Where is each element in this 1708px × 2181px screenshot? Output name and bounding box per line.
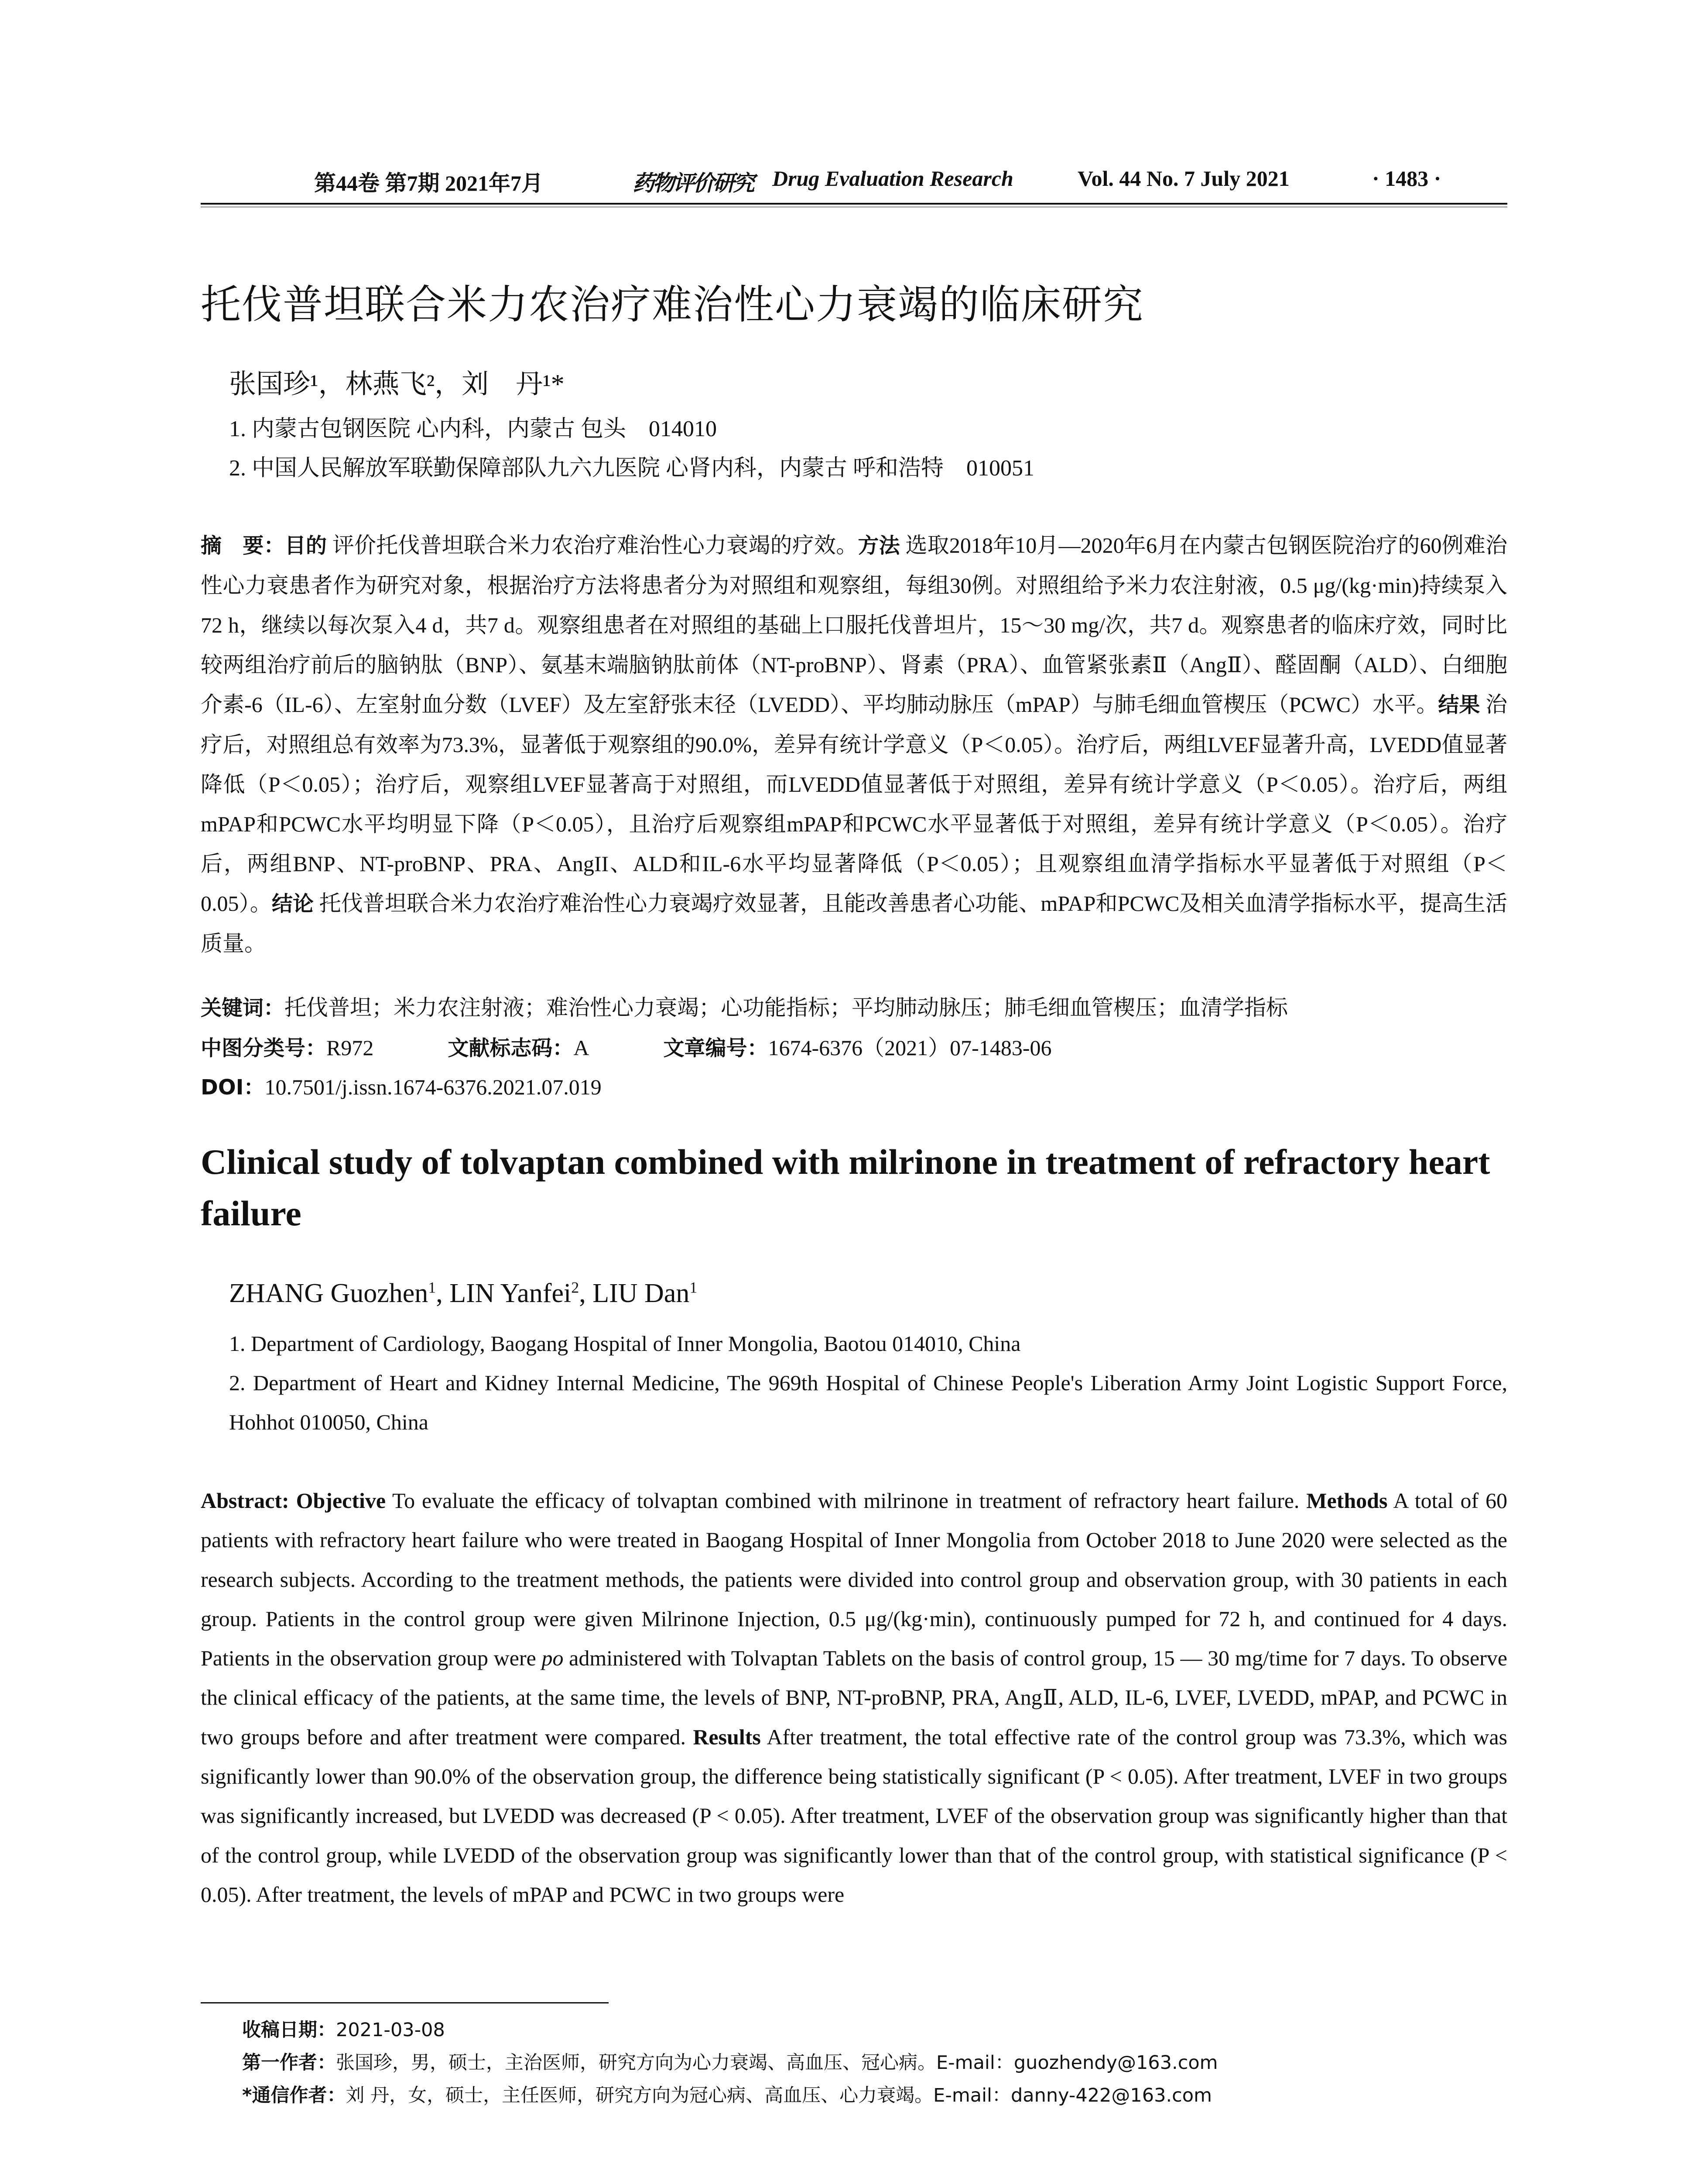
methods-cn-label: 方法 (858, 533, 900, 558)
keywords-cn-label: 关键词： (201, 996, 285, 1020)
article-no-value: 1674-6376（2021）07-1483-06 (768, 1036, 1052, 1060)
results-cn-text: 治疗后，对照组总有效率为73.3%，显著低于观察组的90.0%，差异有统计学意义（P＜0.05）。治疗后，两组LVEF显著升高，LVEDD值显著降低（P＜0.05）；治疗后，观察组LVEF显著高于对照组，而LVEDD值显著低于对照组，差异有统计学意义（P＜0.05）。治疗后，两组mPAP和PCWC水平均明显下降（P＜0.05），且治疗后观察组mPAP和PCWC水平显著低于对照组，差异有统计学意义（P＜0.05）。治疗后，两组BNP、NT-proBNP、PRA、AngII、ALD和IL-6水平均显著降低（P＜0.05）；且观察组血清学指标水平显著低于对照组（P＜0.05）。 (201, 692, 1507, 916)
first-author-value: 张国珍，男，硕士，主治医师，研究方向为心力衰竭、高血压、冠心病。E-mail：guozhendy@163.com (336, 2052, 1218, 2074)
results-en-text: After treatment, the total effective rate of the control group was 73.3%, which was significantly lower than 90.0% of the observation group, the difference being statistically significant (P < 0.05). After treatment, LVEF in two groups was significantly increased, but LVEDD was decreased (P < 0.05). After treatment, LVEF of the observation group was significantly higher than that of the control group, while LVEDD of the observation group was significantly lower than that of the control group, with statistical significance (P < 0.05). After treatment, the levels of mPAP and PCWC in two groups were (201, 1724, 1507, 1907)
footnote-rule (201, 2002, 609, 2003)
objective-en-label: Objective (296, 1488, 386, 1513)
objective-cn-text: 评价托伐普坦联合米力农治疗难治性心力衰竭的疗效。 (332, 533, 858, 557)
objective-cn-label: 目的 (284, 533, 327, 558)
corresponding-value: 刘 丹，女，硕士，主任医师，研究方向为冠心病、高血压、心力衰竭。E-mail：danny-422@163.com (346, 2085, 1212, 2106)
clc-value: R972 (326, 1036, 374, 1060)
footnote-received (242, 2015, 445, 2042)
author-en-1-sup: 1 (428, 1279, 436, 1296)
affiliation-en-1: 1. Department of Cardiology, Baogang Hospital of Inner Mongolia, Baotou 014010, China (229, 1331, 1021, 1356)
received-label: 收稿日期： (242, 2019, 336, 2041)
affiliation-cn-1: 1. 内蒙古包钢医院 心内科，内蒙古 包头 014010 (229, 417, 717, 441)
authors-cn: 张国珍¹，林燕飞²，刘 丹¹* (229, 369, 565, 399)
conclusion-cn-label: 结论 (271, 892, 314, 916)
journal-logo-cn: 药物评价研究 (633, 170, 753, 196)
keywords-cn (201, 990, 1288, 1022)
objective-en-text: To evaluate the efficacy of tolvaptan combined with milrinone in treatment of refractory heart failure. (392, 1488, 1300, 1513)
author-en-3: LIU Dan (592, 1279, 690, 1308)
abstract-en (201, 1481, 1507, 1914)
corresponding-label: *通信作者： (242, 2085, 346, 2106)
received-value: 2021-03-08 (336, 2019, 445, 2041)
doi-value: 10.7501/j.issn.1674-6376.2021.07.019 (264, 1075, 602, 1099)
header-volume-cn: 第44卷 第7期 2021年7月 (314, 171, 543, 195)
header-volume-en: Vol. 44 No. 7 July 2021 (1078, 166, 1290, 191)
doi-line (201, 1070, 602, 1101)
abstract-cn (201, 526, 1507, 964)
methods-en-text-2: administered with Tolvaptan Tablets on the basis of control group, 15 — 30 mg/time for 7 days. To observe the clinical efficacy of the patients, at the same time, the levels of BNP, NT-proBNP, PRA, AngⅡ, ALD, IL-6, LVEF, LVEDD, mPAP, and PCWC in two groups before and after treatment were compared. (201, 1646, 1507, 1749)
doc-code-label: 文献标志码： (448, 1036, 574, 1060)
author-en-1: ZHANG Guozhen (229, 1279, 428, 1308)
conclusion-cn-text: 托伐普坦联合米力农治疗难治性心力衰竭疗效显著，且能改善患者心功能、mPAP和PCWC及相关血清学指标水平，提高生活质量。 (201, 891, 1508, 956)
title-en: Clinical study of tolvaptan combined with milrinone in treatment of refractory heart failure (201, 1142, 1490, 1233)
affiliation-en-2: 2. Department of Heart and Kidney Internal Medicine, The 969th Hospital of Chinese People's Liberation Army Joint Logistic Support Force, Hohhot 010050, China (229, 1371, 1507, 1434)
authors-en: ZHANG Guozhen$^1$, LIN Yanfei$^2$, LIU Dan$^1$ (229, 1279, 698, 1308)
doi-label: DOI： (201, 1075, 265, 1100)
methods-cn-text: 选取2018年10月—2020年6月在内蒙古包钢医院治疗的60例难治性心力衰患者作为研究对象，根据治疗方法将患者分为对照组和观察组，每组30例。对照组给予米力农注射液，0.5 μg/(kg·min)持续泵入72 h，继续以每次泵入4 d，共7 d。观察组患者在对照组的基础上口服托伐普坦片，15～30 mg/次，共7 d。观察患者的临床疗效，同时比较两组治疗前后的脑钠肽（BNP）、氨基末端脑钠肽前体（NT-proBNP）、肾素（PRA）、血管紧张素Ⅱ（AngⅡ）、醛固酮（ALD）、白细胞介素-6（IL-6）、左室射血分数（LVEF）及左室舒张末径（LVEDD）、平均肺动脉压（mPAP）与肺毛细血管楔压（PCWC）水平。 (201, 533, 1508, 717)
author-en-3-sup: 1 (689, 1279, 698, 1296)
abstract-en-label: Abstract: (201, 1488, 289, 1513)
methods-en-text: A total of 60 patients with refractory heart failure who were treated in Baogang Hospital of Inner Mongolia from October 2018 to June 2020 were selected as the research subjects. According to the treatment methods, the patients were divided into control group and observation group, with 30 patients in each group. Patients in the control group were given Milrinone Injection, 0.5 μg/(kg·min), continuously pumped for 72 h, and continued for 4 days. Patients in the observation group were (201, 1488, 1508, 1671)
abstract-cn-label: 摘 要： (201, 533, 285, 558)
affiliation-cn-2: 2. 中国人民解放军联勤保障部队九六九医院 心肾内科，内蒙古 呼和浩特 010051 (229, 456, 1035, 481)
header-journal-en: Drug Evaluation Research (772, 166, 1013, 191)
results-en-label: Results (693, 1724, 761, 1749)
keywords-cn-text: 托伐普坦；米力农注射液；难治性心力衰竭；心功能指标；平均肺动脉压；肺毛细血管楔压；血清学指标 (284, 995, 1288, 1020)
first-author-label: 第一作者： (242, 2052, 336, 2074)
footnote-first-author (242, 2048, 1218, 2075)
running-header (201, 166, 1507, 201)
methods-en-label: Methods (1306, 1488, 1388, 1513)
author-en-2: LIN Yanfei (449, 1279, 572, 1308)
clc-label: 中图分类号： (201, 1036, 327, 1060)
footnote-corresponding (242, 2081, 1212, 2107)
methods-en-po: po (541, 1646, 564, 1671)
title-cn: 托伐普坦联合米力农治疗难治性心力衰竭的临床研究 (201, 281, 1144, 328)
classification-line (201, 1030, 1051, 1062)
header-page-number: · 1483 · (1372, 166, 1441, 191)
author-en-2-sup: 2 (571, 1279, 579, 1296)
article-no-label: 文章编号： (663, 1036, 768, 1060)
header-rule (201, 203, 1507, 205)
doc-code-value: A (573, 1036, 589, 1060)
results-cn-label: 结果 (1438, 693, 1480, 717)
